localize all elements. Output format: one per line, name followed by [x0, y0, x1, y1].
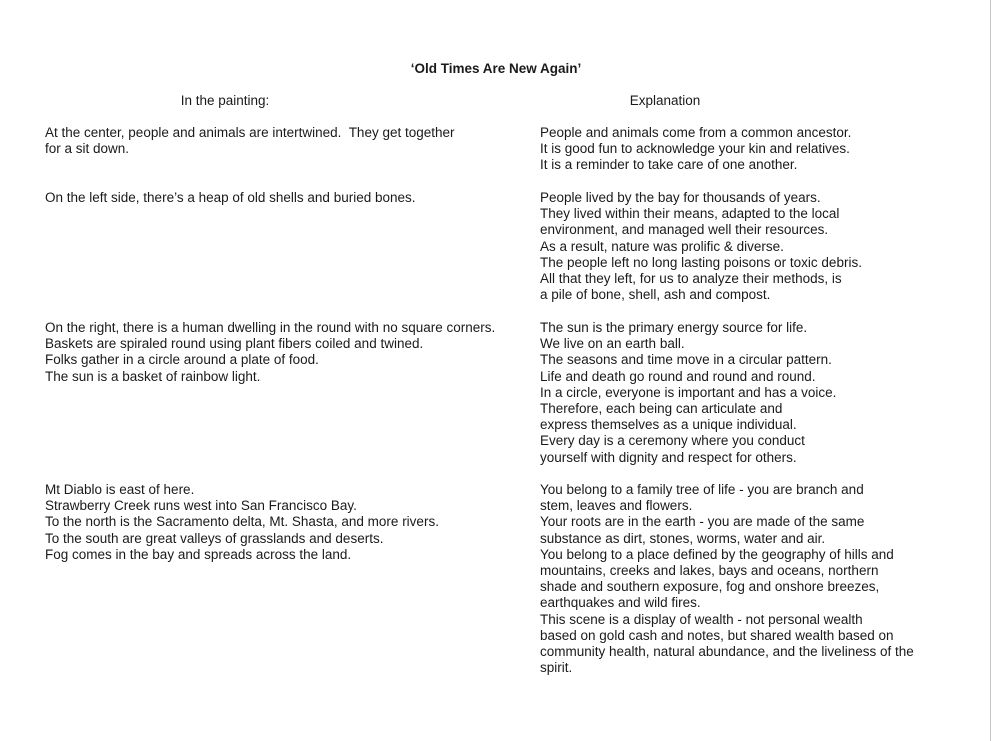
explanation-text-right-side: The sun is the primary energy source for life. We live on an earth ball. The seasons and time move in a circular pattern. Life and death go round and round and round. In a circle, everyone is important and has a voice. Therefore, each being can articulate and express themselves as a unique individual. Every day is a ceremony where you conduct yourself with dignity and respect for others. [540, 320, 837, 465]
explanation-text-geography: You belong to a family tree of life - you are branch and stem, leaves and flowers. Your roots are in the earth - you are made of the same substance as dirt, stones, worms, water and air. You belong to a place defined by the geography of hills and mountains, creeks and lakes, bays and oceans, northern shade and southern exposure, fog and onshore breezes, earthquakes and wild fires. This scene is a display of wealth - not personal wealth based on gold cash and notes, but shared wealth based on community health, natural abundance, and the liveliness of the spirit. [540, 482, 914, 676]
explanation-text-left-side: People lived by the bay for thousands of years. They lived within their means, adapted to the local environment, and managed well their resources. As a result, nature was prolific & diverse. The people left no long lasting poisons or toxic debris. All that they left, for us to analyze their methods, is a pile of bone, shell, ash and compost. [540, 190, 862, 303]
document-title: ‘Old Times Are New Again’ [410, 61, 582, 76]
explanation-text-center: People and animals come from a common ancestor. It is good fun to acknowledge your kin and relatives. It is a reminder to take care of one another. [540, 125, 852, 173]
painting-text-geography: Mt Diablo is east of here. Strawberry Creek runs west into San Francisco Bay. To the north is the Sacramento delta, Mt. Shasta, and more rivers. To the south are great valleys of grasslands and deserts. Fog comes in the bay and spreads across the land. [45, 482, 439, 562]
explanation-column-heading: Explanation [629, 93, 701, 108]
painting-text-right-side: On the right, there is a human dwelling in the round with no square corners. Baskets are spiraled round using plant fibers coiled and twined. Folks gather in a circle around a plate of food. The sun is a basket of rainbow light. [45, 320, 496, 384]
painting-text-center: At the center, people and animals are intertwined. They get together for a sit down. [45, 125, 455, 157]
page-edge-divider [990, 0, 991, 741]
painting-text-left-side: On the left side, there’s a heap of old shells and buried bones. [45, 190, 416, 205]
painting-column-heading: In the painting: [180, 93, 270, 108]
